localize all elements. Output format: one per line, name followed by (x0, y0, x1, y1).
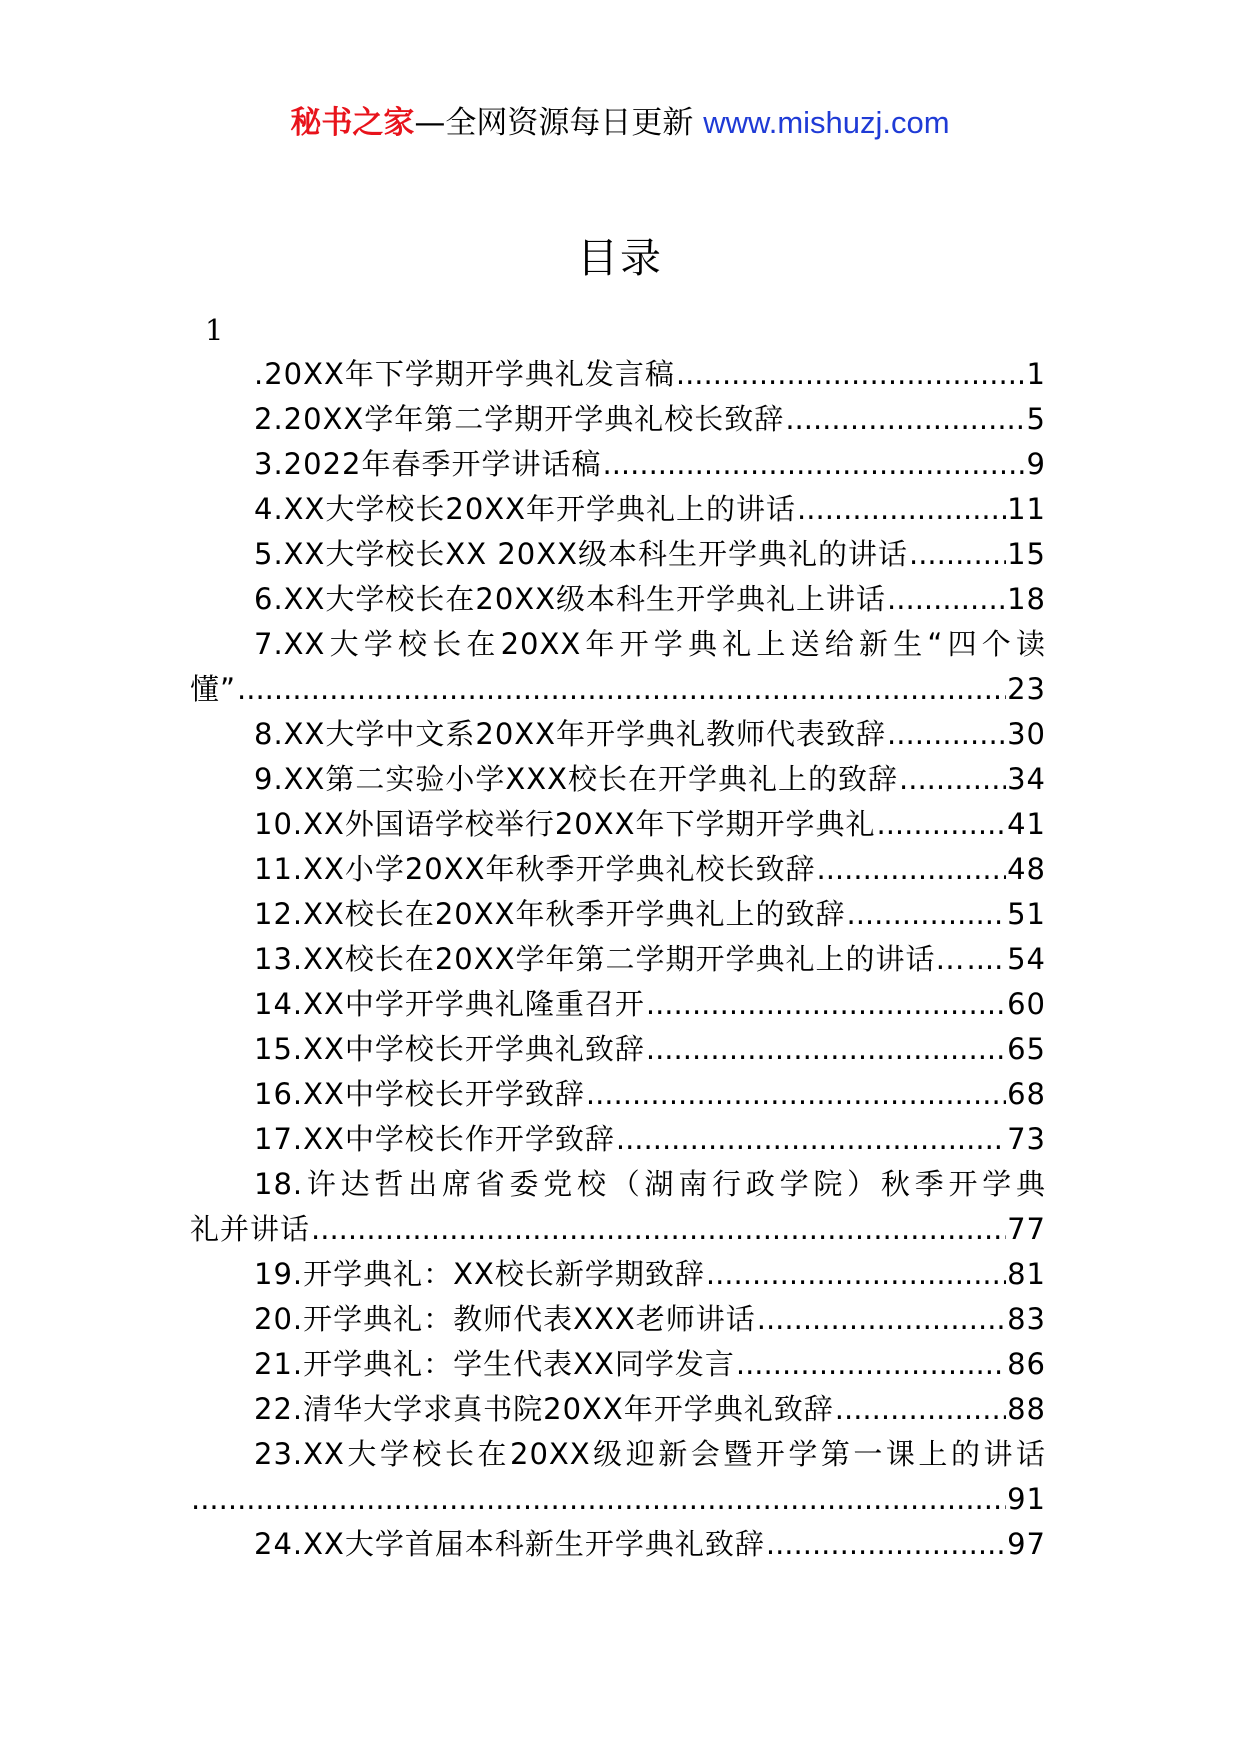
toc-entry[interactable] (190, 1072, 1046, 1117)
toc-entry-text: 15.XX中学校长开学典礼致辞 (254, 1032, 645, 1066)
toc-page-number: 81 (1007, 1257, 1046, 1291)
toc-entry-text: 13.XX校长在20XX学年第二学期开学典礼上的讲话… (254, 942, 966, 976)
dot-leader (616, 1117, 1006, 1162)
toc-entry-text: 礼并讲话 (190, 1212, 311, 1246)
dot-leader (817, 847, 1007, 892)
toc-page-number: 83 (1007, 1302, 1046, 1336)
toc-entry-text: 3.2022年春季开学讲话稿 (254, 447, 602, 481)
toc-entry-text: 22.清华大学求真书院20XX年开学典礼致辞 (254, 1392, 834, 1426)
toc-entry-text: 11.XX小学20XX年秋季开学典礼校长致辞 (254, 852, 816, 886)
dot-leader (706, 1252, 1006, 1297)
toc-entry-text: 8.XX大学中文系20XX年开学典礼教师代表致辞 (254, 717, 887, 751)
toc-entry[interactable] (190, 1252, 1046, 1297)
toc-page-number: 30 (1007, 717, 1046, 751)
toc-entry-text: 16.XX中学校长开学致辞 (254, 1077, 585, 1111)
toc-entry-text: 4.XX大学校长20XX年开学典礼上的讲话 (254, 492, 797, 526)
toc-entry[interactable] (190, 1522, 1046, 1567)
toc-page-number: 65 (1007, 1032, 1046, 1066)
dot-leader (736, 1342, 1006, 1387)
site-url[interactable]: www.mishuzj.com (703, 105, 950, 140)
dot-leader (676, 352, 1026, 397)
toc-entry[interactable] (190, 757, 1046, 802)
toc-entry[interactable] (190, 442, 1046, 487)
toc-page-number: 48 (1007, 852, 1046, 886)
dot-leader (602, 442, 1025, 487)
toc-entry[interactable] (190, 1387, 1046, 1432)
toc-lead-number: 1 (205, 313, 224, 347)
dot-leader (766, 1522, 1006, 1567)
toc-page-number: 54 (1007, 942, 1046, 976)
toc-entry[interactable] (190, 1027, 1046, 1072)
toc-page-number: 18 (1007, 582, 1046, 616)
toc-page-number: 11 (1007, 492, 1046, 526)
toc-entry[interactable] (190, 577, 1046, 622)
toc-entry[interactable] (190, 1342, 1046, 1387)
toc-entry[interactable] (190, 352, 1046, 397)
toc-page-number: 41 (1007, 807, 1046, 841)
toc-entry-text: 14.XX中学开学典礼隆重召开 (254, 987, 645, 1021)
page-title: 目录 (577, 234, 663, 282)
toc-entry[interactable] (190, 892, 1046, 937)
toc-entry-text: 24.XX大学首届本科新生开学典礼致辞 (254, 1527, 765, 1561)
toc-entry-title[interactable]: 23.XX大学校长在20XX级迎新会暨开学第一课上的讲话 (254, 1437, 1046, 1471)
toc-entry[interactable] (190, 397, 1046, 442)
toc-page-number: 34 (1007, 762, 1046, 796)
dot-leader (887, 577, 1006, 622)
dot-leader (311, 1207, 1006, 1252)
toc-page-number: 51 (1007, 897, 1046, 931)
toc-entry[interactable] (190, 532, 1046, 577)
toc-entry-text: 懂” (190, 672, 237, 706)
dot-leader (191, 1477, 1006, 1522)
toc-page-number: 91 (1007, 1482, 1046, 1516)
toc-page-number: 60 (1007, 987, 1046, 1021)
dot-leader (797, 487, 1006, 532)
toc-page-number: 5 (1026, 402, 1046, 436)
toc-entry[interactable] (190, 802, 1046, 847)
dot-leader (877, 802, 1007, 847)
toc-entry-title[interactable]: 7.XX大学校长在20XX年开学典礼上送给新生“四个读 (254, 627, 1046, 661)
dot-leader (757, 1297, 1006, 1342)
toc-page-number: 86 (1007, 1347, 1046, 1381)
toc-entry-text: 5.XX大学校长XX 20XX级本科生开学典礼的讲话 (254, 537, 908, 571)
dot-leader (887, 712, 1006, 757)
toc-entry-continuation[interactable] (190, 1477, 1046, 1522)
toc-entry-text: 10.XX外国语学校举行20XX年下学期开学典礼 (254, 807, 876, 841)
dot-leader (785, 397, 1025, 442)
toc-entry-text: 2.20XX学年第二学期开学典礼校长致辞 (254, 402, 785, 436)
dot-leader (646, 1027, 1006, 1072)
toc-entry-text: 9.XX第二实验小学XXX校长在开学典礼上的致辞 (254, 762, 899, 796)
toc-entry[interactable] (190, 487, 1046, 532)
dot-leader (909, 532, 1006, 577)
toc-page-number: 15 (1007, 537, 1046, 571)
toc-entry-text: 19.开学典礼：XX校长新学期致辞 (254, 1257, 705, 1291)
site-header (0, 100, 1240, 146)
dot-leader (847, 892, 1007, 937)
toc-entry[interactable] (190, 712, 1046, 757)
toc-entry-text: 12.XX校长在20XX年秋季开学典礼上的致辞 (254, 897, 846, 931)
toc-page-number: 73 (1007, 1122, 1046, 1156)
toc-entry-continuation[interactable] (190, 667, 1046, 712)
toc-page-number: 68 (1007, 1077, 1046, 1111)
toc-entry-text: 6.XX大学校长在20XX级本科生开学典礼上讲话 (254, 582, 887, 616)
toc-entry[interactable] (190, 982, 1046, 1027)
toc-entry[interactable] (190, 847, 1046, 892)
header-tagline: —全网资源每日更新 (414, 105, 704, 141)
dot-leader (237, 667, 1006, 712)
toc-entry-text: 17.XX中学校长作开学致辞 (254, 1122, 615, 1156)
toc-page-number: 1 (1026, 357, 1046, 391)
toc-entry-continuation[interactable] (190, 1207, 1046, 1252)
dot-leader (899, 757, 1006, 802)
dot-leader (967, 937, 1007, 982)
toc-entry-text: 21.开学典礼：学生代表XX同学发言 (254, 1347, 735, 1381)
toc-page-number: 9 (1026, 447, 1046, 481)
toc-page-number: 23 (1007, 672, 1046, 706)
toc-page-number: 88 (1007, 1392, 1046, 1426)
toc-entry-text: .20XX年下学期开学典礼发言稿 (254, 357, 675, 391)
toc-entry[interactable] (190, 1297, 1046, 1342)
toc-entry[interactable] (190, 1117, 1046, 1162)
brand-name: 秘书之家 (290, 105, 415, 141)
dot-leader (586, 1072, 1006, 1117)
toc-page-number: 97 (1007, 1527, 1046, 1561)
toc-entry[interactable] (190, 937, 1046, 982)
toc-entry-title[interactable]: 18.许达哲出席省委党校（湖南行政学院）秋季开学典 (254, 1167, 1046, 1201)
table-of-contents (190, 352, 1046, 1567)
dot-leader (835, 1387, 1006, 1432)
toc-entry-text: 20.开学典礼：教师代表XXX老师讲话 (254, 1302, 756, 1336)
dot-leader (646, 982, 1006, 1027)
toc-page-number: 77 (1007, 1212, 1046, 1246)
